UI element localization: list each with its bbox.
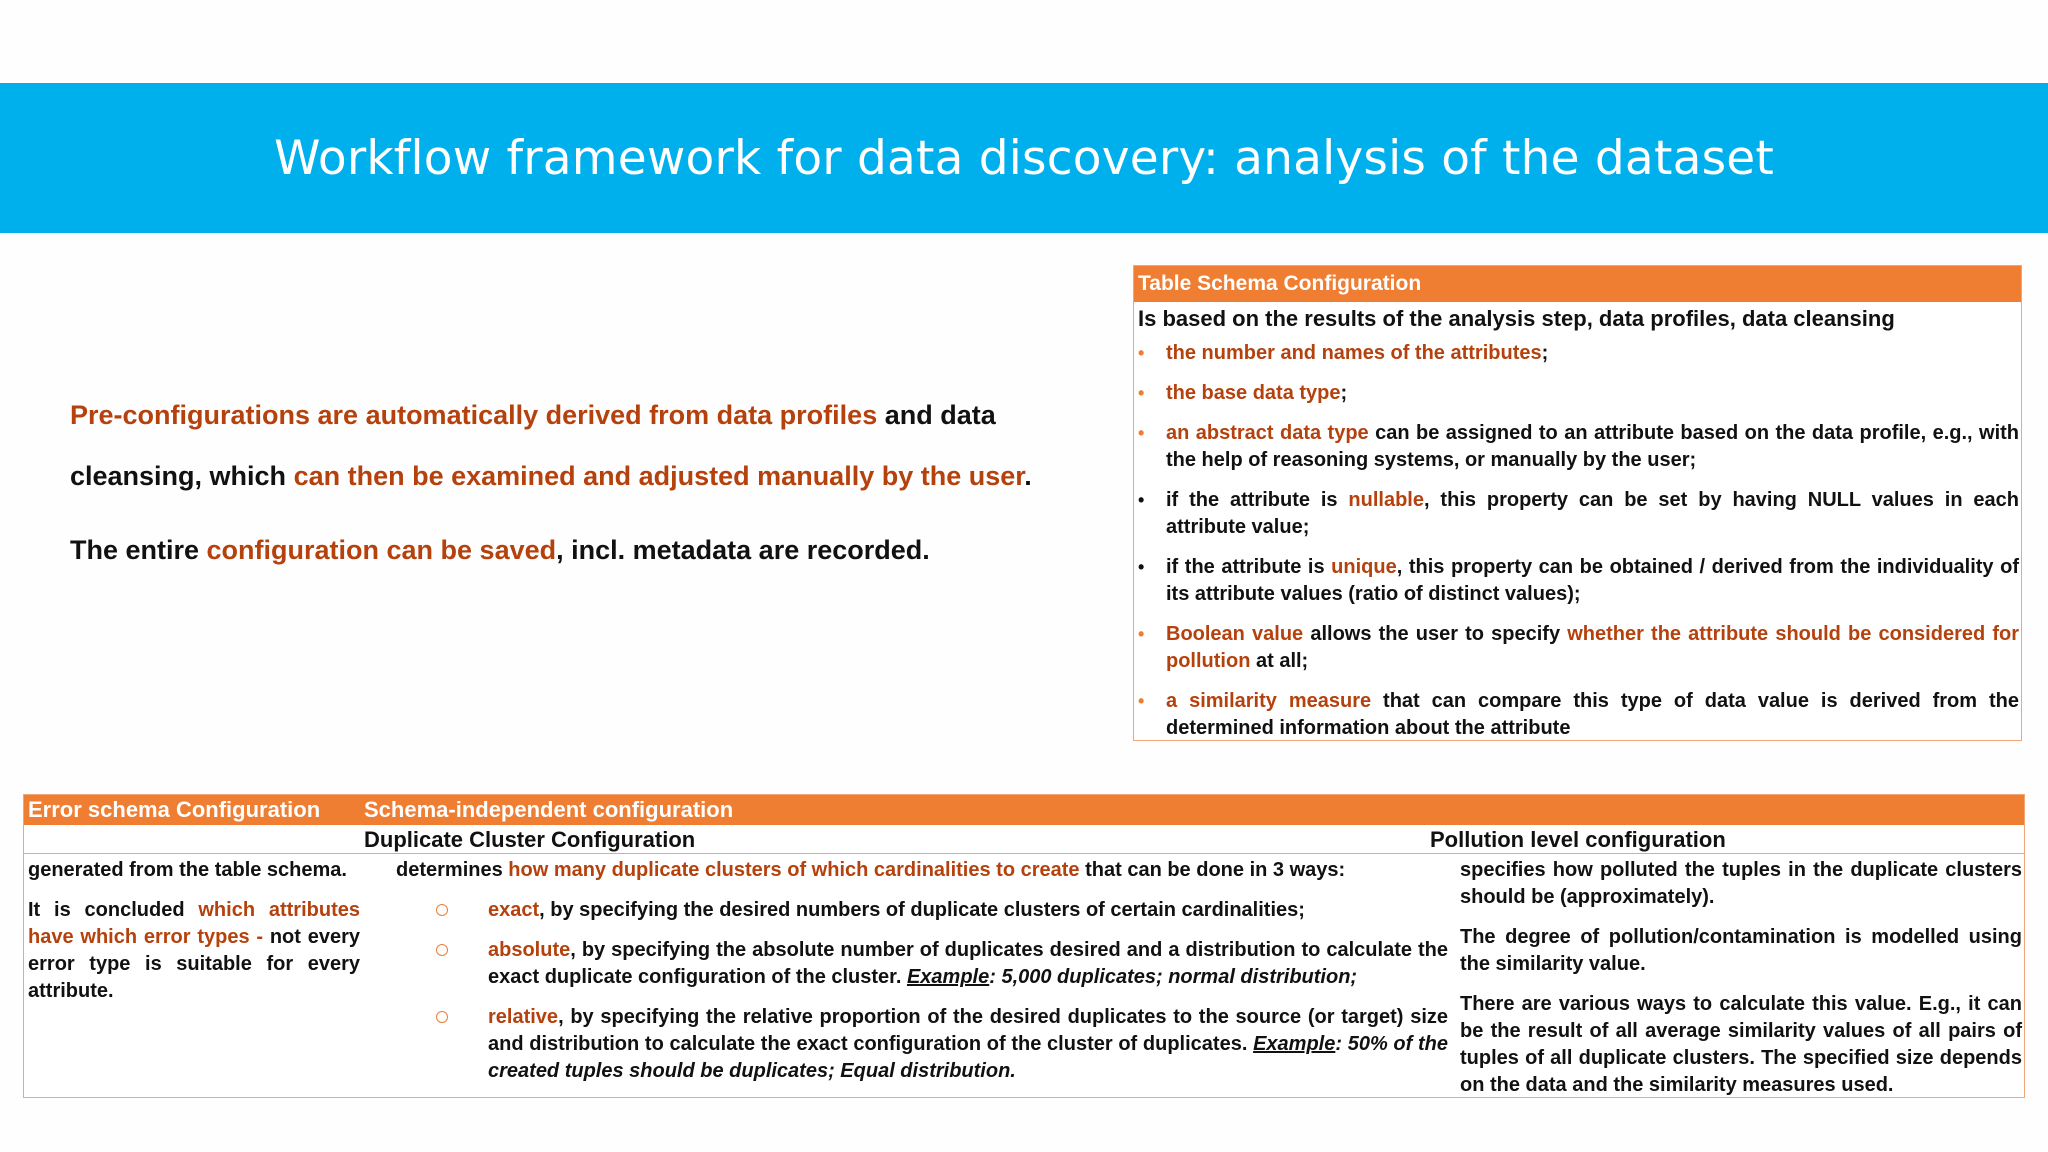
circle-bullet-icon [436, 1011, 448, 1023]
intro-text-3a: The entire [70, 535, 207, 565]
dup-method-name: exact [488, 899, 540, 921]
intro-line-1 [70, 395, 1070, 435]
slide-title: Workflow framework for data discovery: analysis of the dataset [273, 130, 1774, 186]
table-schema-subtitle: Is based on the results of the analysis step, data profiles, data cleansing [1138, 306, 1895, 331]
item-highlight: unique [1331, 556, 1397, 578]
item-text: if the attribute is [1166, 489, 1349, 511]
intro-text-3b: , incl. metadata are recorded. [556, 535, 930, 565]
list-item [1134, 380, 2019, 407]
intro-text-1: and data [877, 400, 996, 430]
list-item [1134, 621, 2019, 675]
error-schema-p2 [28, 897, 360, 1005]
list-item [396, 1004, 1448, 1085]
intro-highlight-3: configuration can be saved [206, 535, 557, 565]
item-highlight: nullable [1348, 489, 1424, 511]
list-item [1134, 688, 2019, 742]
item-text: at all; [1250, 650, 1309, 672]
dup-method-name: absolute [488, 939, 571, 961]
example-text [907, 966, 1357, 988]
item-text: if the attribute is [1166, 556, 1332, 578]
list-item [396, 937, 1448, 991]
dup-text: that can be done in 3 ways: [1079, 859, 1346, 881]
dup-method-name: relative [488, 1006, 559, 1028]
list-item [1134, 554, 2019, 608]
list-item [1134, 340, 2019, 367]
title-banner [0, 83, 2048, 233]
pollution-p3: There are various ways to calculate this value. E.g., it can be the result of all average similarity values of all pairs of tuples of all duplicate clusters. The specified size depends on the data and the similarity measures used. [1460, 993, 2022, 1096]
dup-method-text: , by specifying the absolute number of duplicates desired and a distribution to calculate the exact duplicate configuration of the cluster. [488, 939, 1448, 988]
error-schema-p1: generated from the table schema. [28, 859, 347, 881]
item-text: ; [1340, 382, 1348, 404]
configuration-table [23, 794, 2025, 1098]
configuration-table-header [24, 795, 2024, 825]
item-text: can be assigned to an attribute based on the data profile, e.g., with the help of reasoning systems, or manually by the user; [1166, 422, 2019, 471]
error-schema-header: Error schema Configuration [28, 797, 321, 822]
table-schema-box [1133, 265, 2022, 741]
list-item [396, 897, 1448, 924]
example-label: Example [1253, 1033, 1336, 1055]
item-text: , this property can be set by having NULL values in each attribute value; [1166, 489, 2019, 538]
item-highlight: whether the attribute should be considered for pollution [1166, 623, 2019, 672]
item-text: allows the user to specify [1303, 623, 1568, 645]
pollution-p2: The degree of pollution/contamination is modelled using the similarity value. [1460, 926, 2022, 975]
duplicate-cluster-column [396, 857, 1448, 1098]
bullet-icon: • [1138, 343, 1145, 363]
example-value: : 5,000 duplicates; normal distribution; [989, 966, 1358, 988]
item-text: ; [1541, 342, 1549, 364]
dup-method-text: , by specifying the desired numbers of duplicate clusters of certain cardinalities; [539, 899, 1305, 921]
intro-text-2a: cleansing, which [70, 461, 294, 491]
error-text: It is concluded [28, 899, 199, 921]
item-text: , this property can be obtained / derived from the individuality of its attribute values (ratio of distinct values); [1166, 556, 2020, 605]
item-highlight: Boolean value [1166, 623, 1304, 645]
error-schema-column [28, 857, 360, 1018]
intro-highlight-1: Pre-configurations are automatically derived from data profiles [70, 400, 878, 430]
table-schema-header: Table Schema Configuration [1134, 266, 2021, 302]
item-highlight: an abstract data type [1166, 422, 1369, 444]
bullet-icon: • [1138, 383, 1145, 403]
table-schema-list [1134, 340, 2021, 742]
intro-line-2 [70, 456, 1070, 496]
error-text: not every error type is suitable for every attribute. [28, 926, 361, 1002]
list-item [1134, 420, 2019, 474]
error-highlight: which attributes have which error types - [28, 899, 360, 948]
circle-bullet-icon [436, 944, 448, 956]
dup-method-text: , by specifying the relative proportion of the desired duplicates to the source (or target) size and distribution to calculate the exact configuration of the cluster of duplicates. [488, 1006, 1448, 1055]
bullet-icon: • [1138, 490, 1145, 510]
configuration-subheader-row [24, 825, 2024, 854]
item-highlight: the base data type [1166, 382, 1341, 404]
pollution-level-column [1460, 857, 2022, 1112]
example-value: : 50% of the created tuples should be duplicates; Equal distribution. [488, 1033, 1448, 1082]
duplicate-methods-list [396, 897, 1448, 1085]
bullet-icon: • [1138, 691, 1145, 711]
dup-text: determines [396, 859, 509, 881]
duplicate-cluster-header: Duplicate Cluster Configuration [364, 827, 696, 852]
bullet-icon: • [1138, 557, 1145, 577]
bullet-icon: • [1138, 423, 1145, 443]
list-item [1134, 487, 2019, 541]
schema-independent-header: Schema-independent configuration [364, 797, 734, 822]
item-highlight: the number and names of the attributes [1166, 342, 1542, 364]
intro-line-3 [70, 530, 1070, 570]
bullet-icon: • [1138, 624, 1145, 644]
intro-highlight-2: can then be examined and adjusted manually by the user [293, 461, 1025, 491]
duplicate-intro [396, 857, 1448, 884]
example-label: Example [906, 966, 990, 988]
item-highlight: a similarity measure [1166, 690, 1372, 712]
pollution-level-header: Pollution level configuration [1430, 827, 1726, 852]
item-text: that can compare this type of data value is derived from the determined information about the attribute [1166, 690, 2019, 739]
dup-highlight: how many duplicate clusters of which cardinalities to create [508, 859, 1080, 881]
intro-text-2b: . [1024, 461, 1032, 491]
intro-text [70, 395, 1070, 570]
pollution-p1: specifies how polluted the tuples in the duplicate clusters should be (approximately). [1460, 859, 2022, 908]
circle-bullet-icon [436, 904, 448, 916]
